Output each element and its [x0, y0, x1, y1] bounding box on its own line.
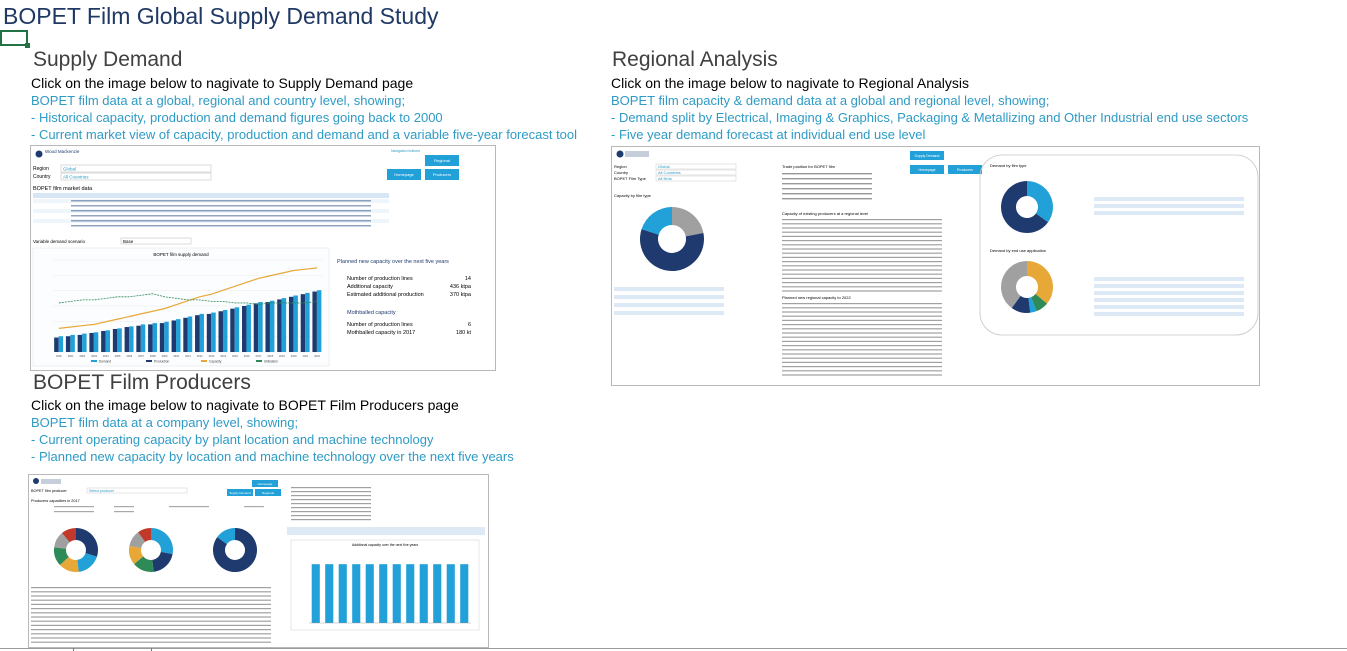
prod-summary-title: Producers capacities in 2017	[31, 499, 80, 503]
thumb-side-row2-label: Additional capacity	[347, 284, 393, 290]
legend-label: Demand	[99, 359, 112, 364]
reg-filter-3-value: All films	[658, 176, 672, 181]
reg-filter-1-label: Region	[614, 164, 627, 169]
prod-filter-value: Select producer	[89, 489, 115, 493]
demand-bar	[200, 314, 204, 352]
production-bar	[101, 331, 105, 352]
regional-thumbnail[interactable]	[611, 146, 1260, 386]
producers-logo-icon	[33, 478, 39, 484]
thumb-scenario-label: Variable demand scenario	[33, 239, 85, 244]
thumb-side-row2-value: 436 ktpa	[449, 284, 471, 290]
x-tick-label: 2018	[267, 355, 274, 358]
supply-demand-thumbnail[interactable]	[30, 145, 496, 371]
capacity-bar	[325, 564, 333, 623]
x-tick-label: 2020	[290, 355, 297, 358]
producers-desc-1: BOPET film data at a company level, showing;	[31, 415, 299, 430]
regional-desc-3: - Five year demand forecast at individual end use level	[611, 127, 926, 142]
capacity-bar	[420, 564, 428, 623]
producers-desc-3: - Planned new capacity by location and machine technology over the next five years	[31, 449, 514, 464]
x-tick-label: 2001	[67, 355, 74, 358]
production-bar	[195, 315, 199, 352]
capacity-bar	[339, 564, 347, 623]
production-bar	[66, 336, 70, 352]
reg-planned-title: Planned new regional capacity to 2022	[782, 295, 851, 300]
x-tick-label: 2004	[102, 355, 109, 358]
thumb-btn-producers: Producers	[432, 172, 452, 177]
thumb-scenario-value: Base	[123, 239, 134, 244]
prod-btn-regional: Regional	[262, 491, 274, 495]
x-tick-label: 2022	[314, 355, 321, 358]
demand-bar	[211, 313, 215, 352]
x-tick-label: 2008	[149, 355, 156, 358]
production-bar	[289, 297, 293, 352]
producers-thumbnail[interactable]	[28, 474, 489, 648]
page-title: BOPET Film Global Supply Demand Study	[3, 3, 439, 29]
wood-mackenzie-logo-icon	[36, 151, 43, 158]
production-bar	[254, 303, 258, 352]
x-tick-label: 2000	[55, 355, 62, 358]
production-bar	[172, 320, 176, 352]
thumb-side-title2: Mothballed capacity	[347, 310, 396, 316]
x-tick-label: 2011	[185, 355, 191, 358]
reg-btn-producers: Producers	[957, 168, 973, 172]
demand-bar	[70, 335, 74, 352]
legend-label: Production	[154, 359, 170, 364]
thumb-filter-country-label: Country	[33, 174, 51, 180]
reg-trade-title: Trade position for BOPET film	[782, 164, 835, 169]
capacity-bar	[366, 564, 374, 623]
x-tick-label: 2003	[91, 355, 97, 358]
reg-producers-title: Capacity of existing producers at a regional level	[782, 211, 869, 216]
capacity-bar	[460, 564, 468, 623]
demand-bar	[317, 290, 321, 352]
x-tick-label: 2021	[302, 355, 309, 358]
x-tick-label: 2013	[208, 355, 215, 358]
producers-instruction: Click on the image below to nagivate to BOPET Film Producers page	[31, 397, 459, 413]
regional-desc-1: BOPET film capacity & demand data at a global and regional level, showing;	[611, 93, 1050, 108]
thumb-side-row3-label: Estimated additional production	[347, 292, 424, 298]
capacity-bar	[352, 564, 360, 623]
thumb-side-row3-value: 370 ktpa	[449, 292, 471, 298]
x-tick-label: 2015	[232, 355, 238, 358]
thumb-side-row4-label: Number of production lines	[347, 322, 413, 328]
x-tick-label: 2017	[255, 355, 262, 358]
production-bar	[242, 306, 246, 352]
production-bar	[230, 309, 234, 352]
x-tick-label: 2010	[173, 355, 180, 358]
legend-swatch	[201, 360, 207, 362]
production-bar	[265, 302, 269, 352]
production-bar	[54, 338, 58, 352]
x-tick-label: 2006	[126, 355, 133, 358]
thumb-side-row5-value: 180 kt	[456, 330, 471, 336]
reg-btn-homepage: Homepage	[918, 168, 936, 172]
supply-demand-instruction: Click on the image below to nagivate to Supply Demand page	[31, 75, 414, 91]
demand-bar	[270, 301, 274, 352]
regional-instruction: Click on the image below to nagivate to Regional Analysis	[611, 75, 969, 91]
reg-btn-supply-demand: Supply Demand	[914, 154, 940, 158]
x-tick-label: 2012	[196, 355, 203, 358]
demand-bar	[164, 322, 168, 352]
prod-filter-label: BOPET film producer	[31, 489, 67, 493]
thumb-side-row1-label: Number of production lines	[347, 276, 413, 282]
reg-demand-type-title: Demand by film type	[990, 163, 1027, 168]
x-tick-label: 2002	[79, 355, 86, 358]
capacity-bar	[312, 564, 320, 623]
supply-demand-desc-2: - Historical capacity, production and demand figures going back to 2000	[31, 110, 443, 125]
demand-bar	[82, 334, 86, 352]
thumb-chart-title: BOPET film supply demand	[153, 252, 209, 257]
regional-title: Regional Analysis	[612, 48, 778, 71]
thumb-filter-country-value: All Countries	[63, 174, 89, 180]
prod-btn-supply-demand: Supply Demand	[229, 491, 251, 495]
production-bar	[125, 327, 129, 352]
legend-label: Capacity	[209, 359, 222, 364]
x-tick-label: 2014	[220, 355, 227, 358]
x-tick-label: 2016	[243, 355, 250, 358]
production-bar	[207, 314, 211, 352]
reg-capacity-title: Capacity by film type	[614, 193, 651, 198]
capacity-bar	[406, 564, 414, 623]
x-tick-label: 2019	[279, 355, 285, 358]
supply-demand-title: Supply Demand	[33, 48, 183, 71]
demand-bar	[223, 310, 227, 352]
thumb-btn-homepage: Homepage	[394, 172, 414, 177]
production-bar	[219, 311, 223, 352]
production-bar	[136, 326, 140, 352]
reg-filter-1-value: Global	[658, 164, 670, 169]
production-bar	[183, 318, 187, 352]
demand-bar	[258, 302, 262, 352]
demand-bar	[117, 328, 121, 352]
capacity-bar	[379, 564, 387, 623]
demand-bar	[129, 326, 133, 352]
demand-bar	[188, 317, 192, 352]
demand-bar	[305, 293, 309, 352]
production-bar	[113, 329, 117, 352]
production-bar	[277, 299, 281, 352]
thumb-logo: Wood Mackenzie	[45, 149, 80, 154]
demand-bar	[141, 324, 145, 352]
capacity-bar	[447, 564, 455, 623]
demand-bar	[293, 295, 297, 352]
reg-end-use-title: Demand by end use application	[990, 248, 1047, 253]
capacity-bar	[393, 564, 401, 623]
production-bar	[160, 323, 164, 352]
reg-filter-2-value: All Countries	[658, 170, 681, 175]
production-bar	[89, 333, 93, 352]
producers-desc-2: - Current operating capacity by plant location and machine technology	[31, 432, 434, 447]
demand-bar	[246, 305, 250, 352]
thumb-filter-region-value: Global	[63, 166, 77, 172]
prod-chart-title: Additional capacity over the next five years	[351, 543, 419, 547]
regional-logo-icon	[617, 151, 624, 158]
demand-bar	[106, 330, 110, 352]
demand-bar	[94, 332, 98, 352]
legend-swatch	[146, 360, 152, 362]
reg-filter-3-label: BOPET Film Type	[614, 176, 646, 181]
demand-bar	[282, 298, 286, 352]
thumb-side-title: Planned new capacity over the next five years	[337, 259, 449, 265]
x-tick-label: 2009	[161, 355, 168, 358]
capacity-bar	[433, 564, 441, 623]
active-cell-cursor[interactable]	[0, 30, 28, 46]
thumb-side-row4-value: 6	[467, 322, 471, 328]
demand-bar	[153, 323, 157, 352]
production-bar	[78, 335, 82, 352]
producers-title: BOPET Film Producers	[33, 371, 251, 394]
prod-btn-homepage: Homepage	[257, 482, 273, 486]
thumb-btn-regional: Regional	[434, 158, 450, 163]
x-tick-label: 2005	[114, 355, 121, 358]
thumb-side-row1-value: 14	[464, 276, 471, 282]
demand-bar	[59, 336, 63, 352]
sheet-bottom-border	[0, 648, 1347, 649]
supply-demand-desc-3: - Current market view of capacity, production and demand and a variable five-year forecast tool	[31, 127, 578, 142]
legend-swatch	[256, 360, 262, 362]
reg-filter-2-label: Country	[614, 170, 629, 175]
regional-desc-2: - Demand split by Electrical, Imaging & Graphics, Packaging & Metallizing and Other Industrial end use sectors	[611, 110, 1249, 125]
thumb-table-title: BOPET film market data	[33, 186, 93, 192]
thumb-filter-region-label: Region	[33, 166, 49, 172]
demand-bar	[176, 319, 180, 352]
production-bar	[312, 292, 316, 352]
demand-bar	[235, 307, 239, 352]
x-tick-label: 2007	[138, 355, 144, 358]
legend-label: Utilisation	[264, 359, 278, 364]
production-bar	[148, 324, 152, 352]
thumb-nav-label: Navigation buttons	[391, 149, 420, 153]
supply-demand-desc-1: BOPET film data at a global, regional and country level, showing;	[31, 93, 406, 108]
thumb-side-row5-label: Mothballed capacity in 2017	[347, 330, 416, 336]
legend-swatch	[91, 360, 97, 362]
